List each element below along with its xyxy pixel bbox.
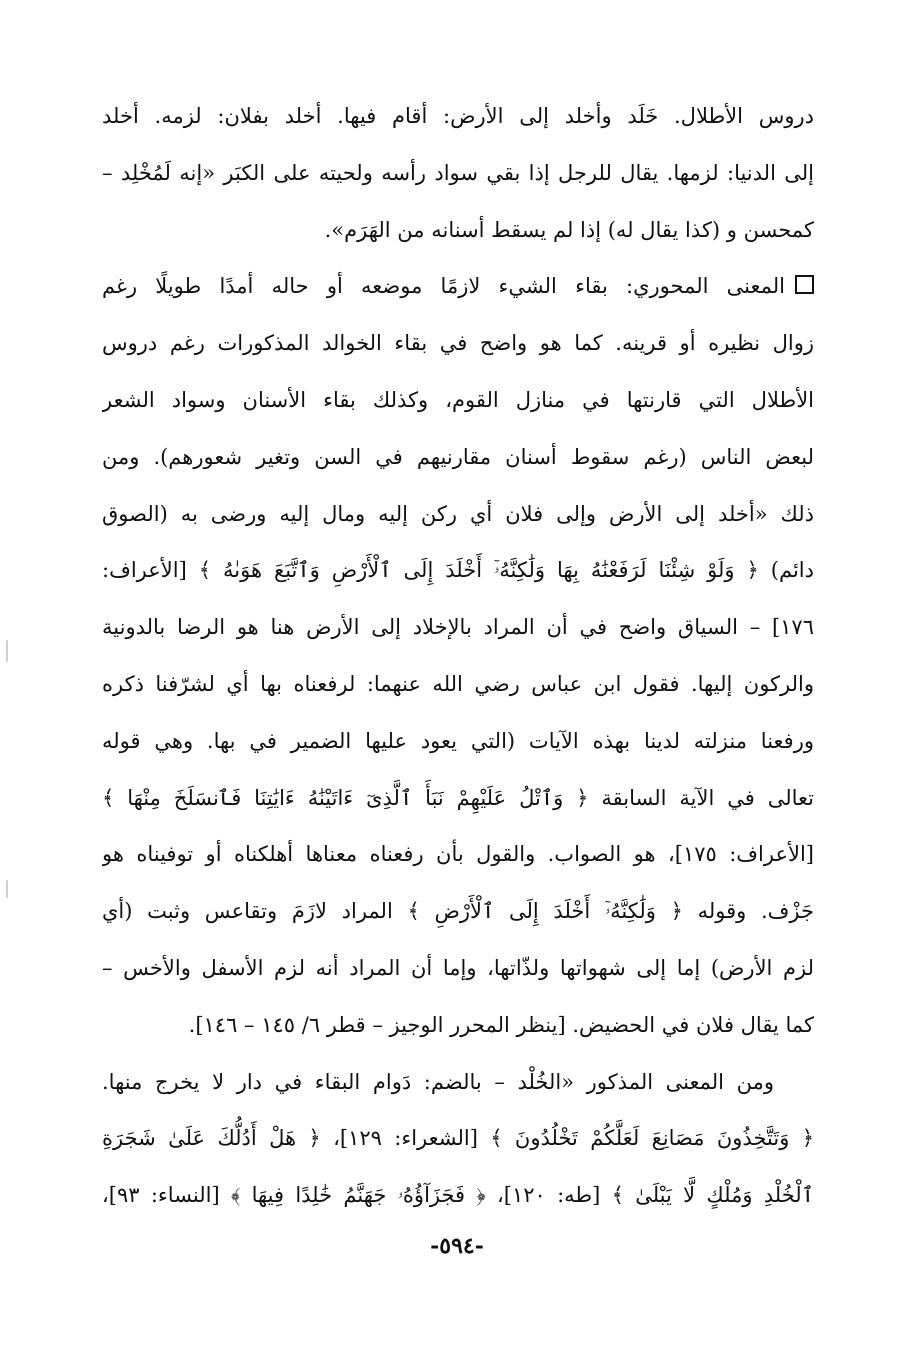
- scan-margin-mark: [6, 880, 8, 898]
- text-line-20: ٱلْخُلْدِ وَمُلْكٍ لَّا يَبْلَىٰ ﴾ [طه: ١٢٠]، ﴿ فَجَزَآؤُهُۥ جَهَنَّمُ خَٰلِدًا فِيهَا ﴾ [النساء: ٩٣]،: [102, 1183, 814, 1208]
- text-line-1: دروس الأطلال. خَلَد وأخلد إلى الأرض: أقام فيها. أخلد بفلان: لزمه. أخلد: [102, 104, 814, 128]
- page-body: [102, 88, 814, 1224]
- text-line-5: زوال نظيره أو قرينه. كما هو واضح في بقاء الخوالد المذكورات رغم دروس: [102, 331, 814, 356]
- text-line-15: جَزْف. وقوله ﴿ وَلَٰكِنَّهُۥٓ أَخْلَدَ إِلَى ٱلْأَرْضِ ﴾ المراد لازَمَ وتقاعس وثبت (أي: [102, 899, 814, 924]
- text-line-10: ١٧٦] – السياق واضح في أن المراد بالإخلاد إلى الأرض هنا هو الرضا بالدونية: [102, 615, 814, 640]
- scan-margin-mark: [6, 640, 8, 662]
- text-line-8: ذلك «أخلد إلى الأرض وإلى فلان أي ركن إليه ومال إليه ورضى به (الصوق: [102, 501, 814, 526]
- text-line-6: الأطلال التي قارنتها في منازل القوم، وكذلك بقاء الأسنان وسواد الشعر: [102, 387, 814, 412]
- text-line-9: دائم) ﴿ وَلَوْ شِئْنَا لَرَفَعْنَٰهُ بِهَا وَلَٰكِنَّهُۥٓ أَخْلَدَ إِلَى ٱلْأَرْضِ وَٱتَّبَعَ هَوَىٰهُ ﴾ [الأعراف:: [102, 558, 814, 583]
- text-line-4: المعنى المحوري: بقاء الشيء لازمًا موضعه أو حاله أمدًا طويلًا رغم: [102, 274, 785, 299]
- text-line-18: ومن المعنى المذكور «الخُلْد – بالضم: دَوام البقاء في دار لا يخرج منها.: [102, 1069, 774, 1094]
- text-line-16: لزم الأرض) إما إلى شهواتها ولذّاتها، وإما أن المراد أنه لزم الأسفل والأخس –: [102, 955, 814, 980]
- text-line-14: [الأعراف: ١٧٥]، هو الصواب. والقول بأن رفعناه معناها أهلكناه أو توفيناه هو: [102, 842, 814, 867]
- paragraph-core-meaning: [102, 258, 814, 315]
- square-bullet-icon: [795, 275, 814, 294]
- text-line-19: ﴿ وَتَتَّخِذُونَ مَصَانِعَ لَعَلَّكُمْ تَخْلُدُونَ ﴾ [الشعراء: ١٢٩]، ﴿ هَلْ أَدُلُّكَ عَلَىٰ شَجَرَةِ: [102, 1126, 814, 1151]
- text-line-11: والركون إليها. فقول ابن عباس رضي الله عنهما: لرفعناه بها أي لشرّفنا ذكره: [102, 671, 814, 696]
- page-number: -٥٩٤-: [430, 1233, 484, 1259]
- text-line-7: لبعض الناس (رغم سقوط أسنان مقارنيهم في السن وتغير شعورهم). ومن: [102, 444, 814, 469]
- text-line-2: إلى الدنيا: لزمها. يقال للرجل إذا بقي سواد رأسه ولحيته على الكبَر «إنه لَمُخْلِد –: [102, 160, 814, 185]
- text-line-13: تعالى في الآية السابقة ﴿ وَٱتْلُ عَلَيْهِمْ نَبَأَ ٱلَّذِىٓ ءَاتَيْنَٰهُ ءَايَٰتِنَا فَٱنسَلَخَ مِنْهَا ﴾: [102, 785, 814, 810]
- text-line-17: كما يقال فلان في الحضيض. [ينظر المحرر الوجيز – قطر ٦/ ١٤٥ – ١٤٦].: [188, 1012, 814, 1037]
- text-line-3: كمحسن و (كذا يقال له) إذا لم يسقط أسنانه من الهَرَم».: [324, 217, 814, 242]
- text-line-12: ورفعنا منزلته لدينا بهذه الآيات (التي يعود عليها الضمير في بها. وهي قوله: [102, 728, 814, 753]
